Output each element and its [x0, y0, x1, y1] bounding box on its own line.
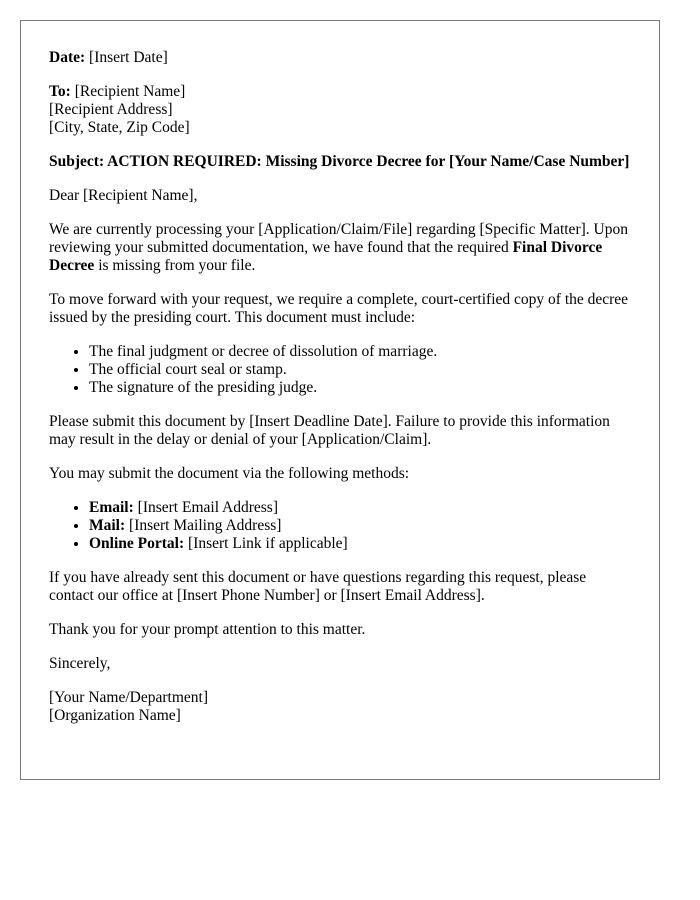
method-portal-label: Online Portal: [89, 535, 185, 552]
recipient-name: [Recipient Name] [74, 83, 186, 100]
date-line [49, 49, 631, 67]
paragraph-processing-part1: We are currently processing your [Application/Claim/File] regarding [Specific Matter]. Upon reviewing your submitted documentation, we have found that the required [49, 221, 628, 256]
recipient-city: [City, State, Zip Code] [49, 119, 190, 136]
recipient-block [49, 83, 631, 137]
methods-list [49, 499, 631, 553]
paragraph-processing-part2: is missing from your file. [94, 257, 256, 274]
to-label: To: [49, 83, 71, 100]
final-divorce-decree-emphasis: Final Divorce Decree [49, 239, 603, 274]
signature-organization: [Organization Name] [49, 707, 181, 724]
paragraph-processing [49, 221, 631, 275]
method-portal-value: [Insert Link if applicable] [184, 535, 348, 552]
subject-line: Subject: ACTION REQUIRED: Missing Divorce Decree for [Your Name/Case Number] [49, 153, 630, 170]
letter-document [20, 20, 660, 780]
signature-name: [Your Name/Department] [49, 689, 208, 706]
list-item [89, 499, 631, 517]
paragraph-deadline: Please submit this document by [Insert Deadline Date]. Failure to provide this information may result in the delay or denial of your [Application/Claim]. [49, 413, 610, 448]
list-item [89, 535, 631, 553]
list-item: • The official court seal or stamp. [89, 361, 631, 379]
list-item: • The signature of the presiding judge. [89, 379, 631, 397]
requirements-list [49, 343, 631, 397]
salutation: Dear [Recipient Name], [49, 187, 198, 204]
paragraph-thanks: Thank you for your prompt attention to this matter. [49, 621, 366, 638]
method-email-value: [Insert Email Address] [133, 499, 278, 516]
paragraph-contact: If you have already sent this document or have questions regarding this request, please contact our office at [Insert Phone Number] or [Insert Email Address]. [49, 569, 587, 604]
date-label: Date: [49, 49, 86, 66]
signature-block [49, 689, 631, 725]
list-item: • The final judgment or decree of dissolution of marriage. [89, 343, 631, 361]
method-mail-value: [Insert Mailing Address] [125, 517, 282, 534]
paragraph-methods-intro: You may submit the document via the following methods: [49, 465, 410, 482]
list-item [89, 517, 631, 535]
date-value: [Insert Date] [89, 49, 168, 66]
method-mail-label: Mail: [89, 517, 126, 534]
closing: Sincerely, [49, 655, 111, 672]
method-email-label: Email: [89, 499, 134, 516]
recipient-address: [Recipient Address] [49, 101, 173, 118]
paragraph-requirements-intro: To move forward with your request, we require a complete, court-certified copy of the decree issued by the presiding court. This document must include: [49, 291, 629, 326]
